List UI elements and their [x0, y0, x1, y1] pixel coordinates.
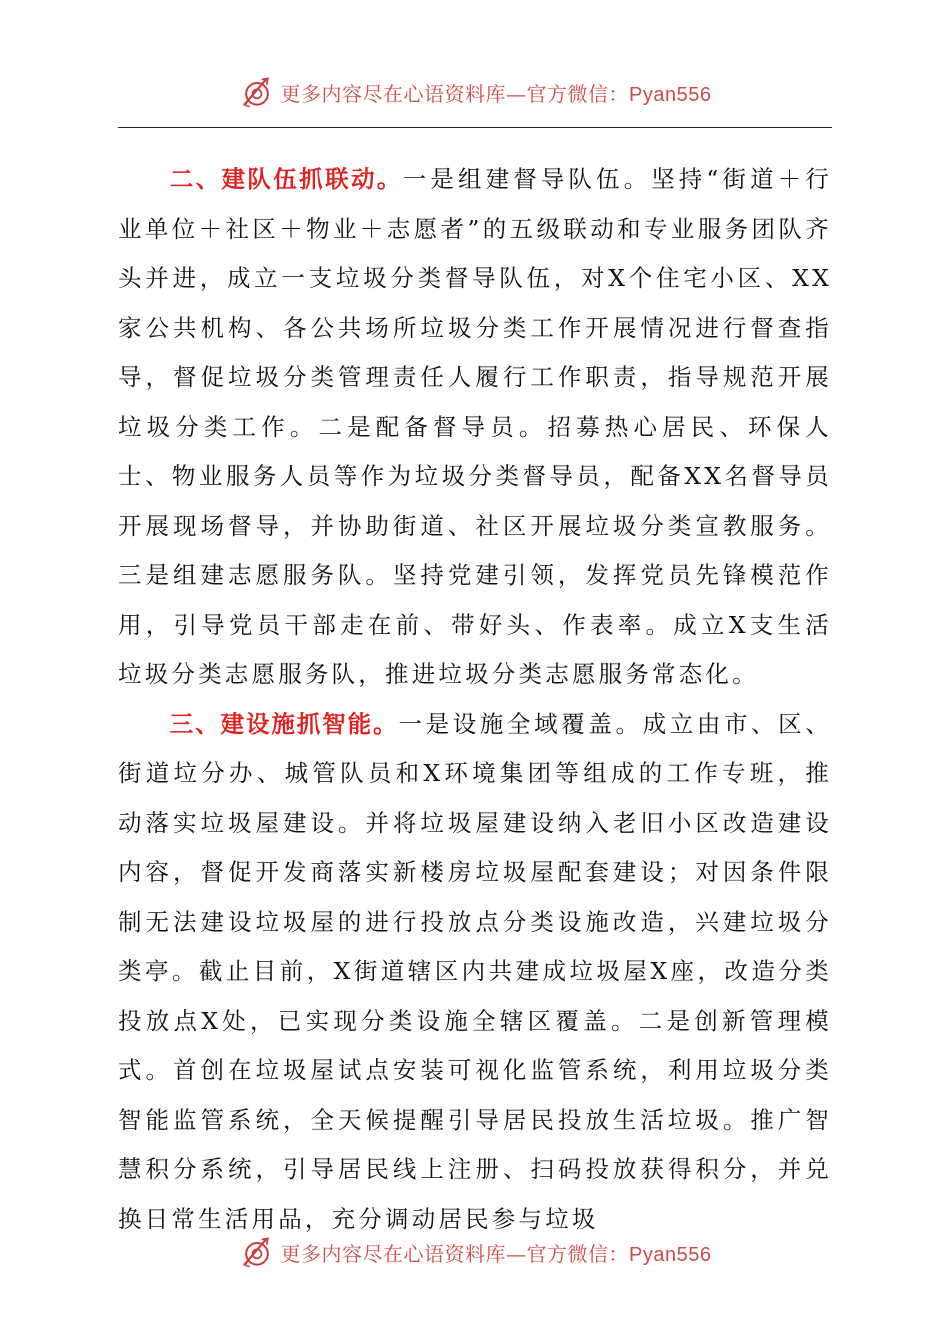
brand-logo-icon — [239, 1234, 275, 1270]
header-divider — [118, 127, 832, 128]
footer-banner-text: 更多内容尽在心语资料库—官方微信：Pyan556 — [280, 1241, 712, 1266]
section-heading: 三、建设施抓智能。 — [169, 709, 399, 738]
footer-watermark-banner — [0, 1232, 950, 1272]
paragraph-section-3 — [118, 700, 832, 1245]
header-banner-text: 更多内容尽在心语资料库—官方微信：Pyan556 — [280, 81, 712, 106]
paragraph-text: 一是组建督导队伍。坚持“街道＋行业单位＋社区＋物业＋志愿者”的五级联动和专业服务团队齐头并进，成立一支垃圾分类督导队伍，对X个住宅小区、XX家公共机构、各公共场所垃圾分类工作开展情况进行督查指导，督促垃圾分类管理责任人履行工作职责，指导规范开展垃圾分类工作。二是配备督导员。招募热心居民、环保人士、物业服务人员等作为垃圾分类督导员，配备XX名督导员开展现场督导，并协助街道、社区开展垃圾分类宣教服务。三是组建志愿服务队。坚持党建引领，发挥党员先锋模范作用，引导党员干部走在前、带好头、作表率。成立X支生活垃圾分类志愿服务队，推进垃圾分类志愿服务常态化。 — [118, 165, 833, 688]
document-body — [118, 155, 832, 1244]
brand-logo-icon — [239, 74, 275, 110]
header-watermark-banner — [0, 72, 950, 112]
paragraph-section-2 — [118, 155, 832, 700]
section-heading: 二、建队伍抓联动。 — [169, 165, 403, 193]
paragraph-text: 一是设施全域覆盖。成立由市、区、街道垃分办、城管队员和X环境集团等组成的工作专班，推动落实垃圾屋建设。并将垃圾屋建设纳入老旧小区改造建设内容，督促开发商落实新楼房垃圾屋配套建设；对因条件限制无法建设垃圾屋的进行投放点分类设施改造，兴建垃圾分类亭。截止目前，X街道辖区内共建成垃圾屋X座，改造分类投放点X处，已实现分类设施全辖区覆盖。二是创新管理模式。首创在垃圾屋试点安装可视化监管系统，利用垃圾分类智能监管系统，全天候提醒引导居民投放生活垃圾。推广智慧积分系统，引导居民线上注册、扫码投放获得积分，并兑换日常生活用品，充分调动居民参与垃圾 — [118, 709, 833, 1233]
